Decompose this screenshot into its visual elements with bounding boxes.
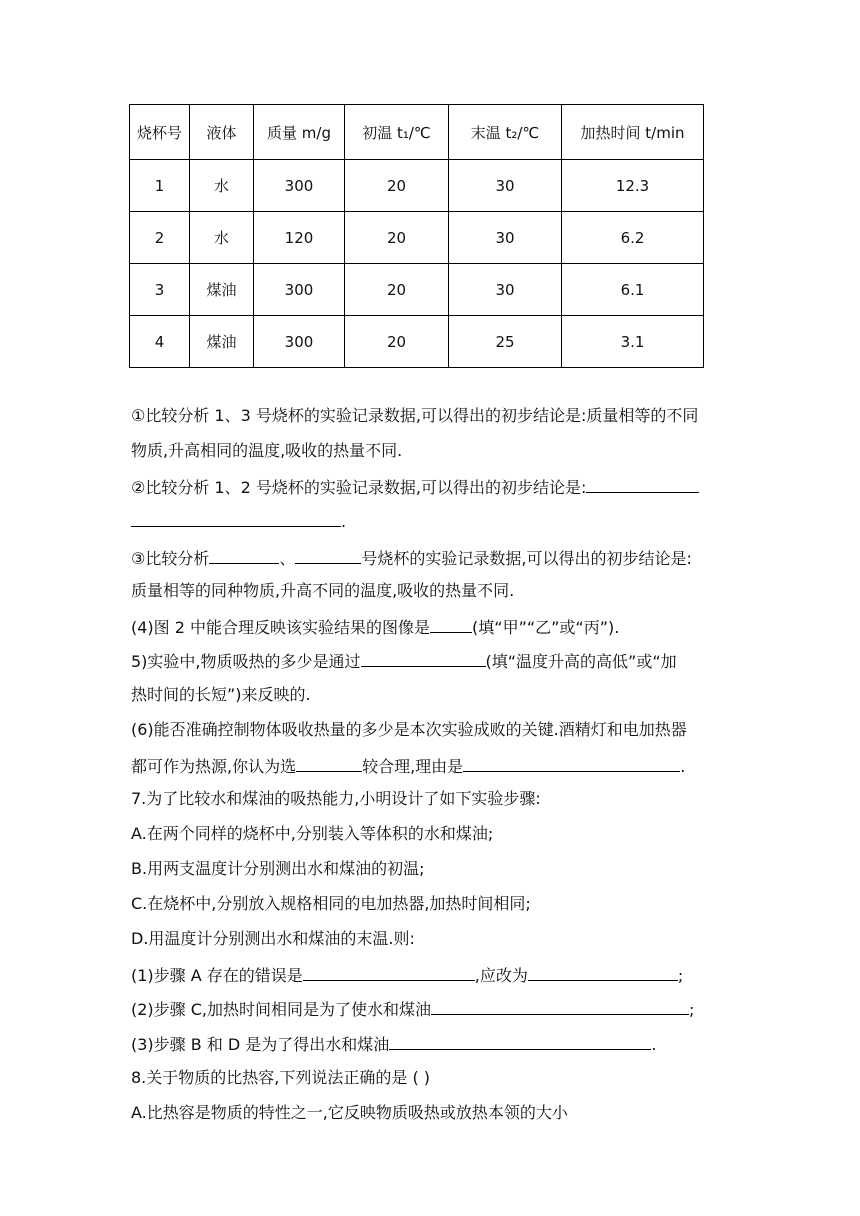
table-cell: 12.3 xyxy=(562,160,704,212)
answer-blank[interactable] xyxy=(586,476,699,493)
table-cell: 300 xyxy=(254,264,345,316)
table-cell: 1 xyxy=(130,160,190,212)
header-liquid: 液体 xyxy=(190,105,254,160)
answer-blank[interactable] xyxy=(295,547,361,564)
answer-blank[interactable] xyxy=(463,755,680,772)
text-line: (2)步骤 C,加热时间相同是为了使水和煤油 ; xyxy=(131,1000,695,1019)
table-cell: 20 xyxy=(345,264,449,316)
table-cell: 30 xyxy=(449,264,562,316)
table-cell: 20 xyxy=(345,316,449,368)
text-line: ②比较分析 1、2 号烧杯的实验记录数据,可以得出的初步结论是: xyxy=(131,476,699,498)
experiment-data-table xyxy=(129,104,704,368)
table-cell: 20 xyxy=(345,212,449,264)
answer-blank[interactable] xyxy=(296,755,362,772)
table-cell: 6.2 xyxy=(562,212,704,264)
text-line: D.用温度计分别测出水和煤油的末温.则: xyxy=(131,929,415,948)
table-cell: 3.1 xyxy=(562,316,704,368)
table-cell: 300 xyxy=(254,160,345,212)
table-cell: 25 xyxy=(449,316,562,368)
text-line: 物质,升高相同的温度,吸收的热量不同. xyxy=(131,441,403,460)
answer-blank[interactable] xyxy=(303,964,475,981)
text-line: 5)实验中,物质吸热的多少是通过 (填“温度升高的高低”或“加 xyxy=(131,652,677,671)
answer-blank[interactable] xyxy=(361,650,486,667)
answer-blank[interactable] xyxy=(430,616,472,633)
text-line: (4)图 2 中能合理反映该实验结果的图像是 (填“甲”“乙”或“丙”). xyxy=(131,618,620,637)
table-cell: 2 xyxy=(130,212,190,264)
table-cell: 煤油 xyxy=(190,316,254,368)
table-row xyxy=(130,160,704,212)
table-cell: 6.1 xyxy=(562,264,704,316)
text-line: ③比较分析 、 号烧杯的实验记录数据,可以得出的初步结论是: xyxy=(131,549,692,568)
table-cell: 30 xyxy=(449,160,562,212)
text-line: . xyxy=(131,510,346,532)
answer-blank[interactable] xyxy=(209,547,279,564)
table-row xyxy=(130,212,704,264)
table-cell: 120 xyxy=(254,212,345,264)
text-line: A.比热容是物质的特性之一,它反映物质吸热或放热本领的大小 xyxy=(131,1103,568,1122)
table-header-row xyxy=(130,105,704,160)
table-cell: 300 xyxy=(254,316,345,368)
header-beaker-no: 烧杯号 xyxy=(130,105,190,160)
text-line: A.在两个同样的烧杯中,分别装入等体积的水和煤油; xyxy=(131,824,494,843)
table-cell: 水 xyxy=(190,212,254,264)
text-line: (3)步骤 B 和 D 是为了得出水和煤油 . xyxy=(131,1035,657,1054)
text-line: 7.为了比较水和煤油的吸热能力,小明设计了如下实验步骤: xyxy=(131,789,541,808)
table-row xyxy=(130,264,704,316)
text-line: C.在烧杯中,分别放入规格相同的电加热器,加热时间相同; xyxy=(131,894,531,913)
text-line: 都可作为热源,你认为选 较合理,理由是 . xyxy=(131,757,686,776)
table-cell: 4 xyxy=(130,316,190,368)
answer-blank[interactable] xyxy=(431,998,689,1015)
header-initial-temp: 初温 t₁/℃ xyxy=(345,105,449,160)
table-cell: 煤油 xyxy=(190,264,254,316)
answer-blank[interactable] xyxy=(528,964,678,981)
text-line: ①比较分析 1、3 号烧杯的实验记录数据,可以得出的初步结论是:质量相等的不同 xyxy=(131,406,699,425)
header-final-temp: 末温 t₂/℃ xyxy=(449,105,562,160)
answer-blank[interactable] xyxy=(389,1033,651,1050)
table-row xyxy=(130,316,704,368)
text-line: 8.关于物质的比热容,下列说法正确的是 ( ) xyxy=(131,1068,431,1087)
table-cell: 3 xyxy=(130,264,190,316)
table-cell: 20 xyxy=(345,160,449,212)
header-mass: 质量 m/g xyxy=(254,105,345,160)
table-cell: 水 xyxy=(190,160,254,212)
header-heating-time: 加热时间 t/min xyxy=(562,105,704,160)
text-line: (6)能否准确控制物体吸收热量的多少是本次实验成败的关键.酒精灯和电加热器 xyxy=(131,720,687,739)
text-line: 热时间的长短”)来反映的. xyxy=(131,685,311,704)
table-cell: 30 xyxy=(449,212,562,264)
text-line: B.用两支温度计分别测出水和煤油的初温; xyxy=(131,859,425,878)
text-line: 质量相等的同种物质,升高不同的温度,吸收的热量不同. xyxy=(131,581,515,600)
answer-blank[interactable] xyxy=(131,510,341,527)
text-line: (1)步骤 A 存在的错误是 ,应改为 ; xyxy=(131,966,684,985)
